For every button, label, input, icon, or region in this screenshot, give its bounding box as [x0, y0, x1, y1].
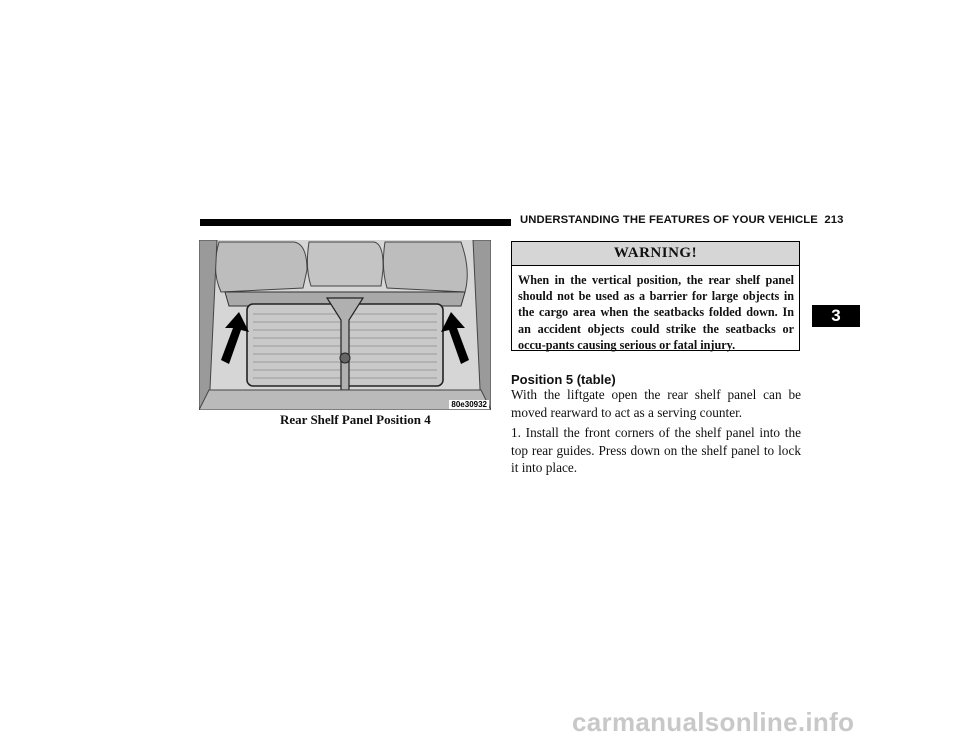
figure-caption: Rear Shelf Panel Position 4: [280, 412, 431, 427]
running-header: [520, 214, 844, 226]
header-rule: [200, 219, 511, 226]
section-heading: Position 5 (table): [511, 372, 616, 387]
watermark-text: carmanualsonline.info: [572, 707, 855, 737]
warning-title: WARNING!: [512, 242, 799, 266]
chapter-tab: 3: [812, 305, 860, 327]
warning-box: [511, 241, 800, 351]
running-title: UNDERSTANDING THE FEATURES OF YOUR VEHICLE: [520, 214, 818, 226]
rear-shelf-panel-illustration: [199, 240, 491, 410]
paragraph: With the liftgate open the rear shelf panel can be moved rearward to act as a serving counter.: [511, 387, 801, 420]
paragraph: 1. Install the front corners of the shelf panel into the top rear guides. Press down on the shelf panel to lock it into place.: [511, 425, 801, 476]
page-number: 213: [824, 214, 844, 226]
warning-text: When in the vertical position, the rear shelf panel should not be used as a barrier for large objects in the cargo area when the seatbacks folded down. In an accident objects could strike the seatbacks or occu-pants causing serious or fatal injury.: [518, 273, 794, 352]
figure-code: 80e30932: [451, 400, 487, 409]
